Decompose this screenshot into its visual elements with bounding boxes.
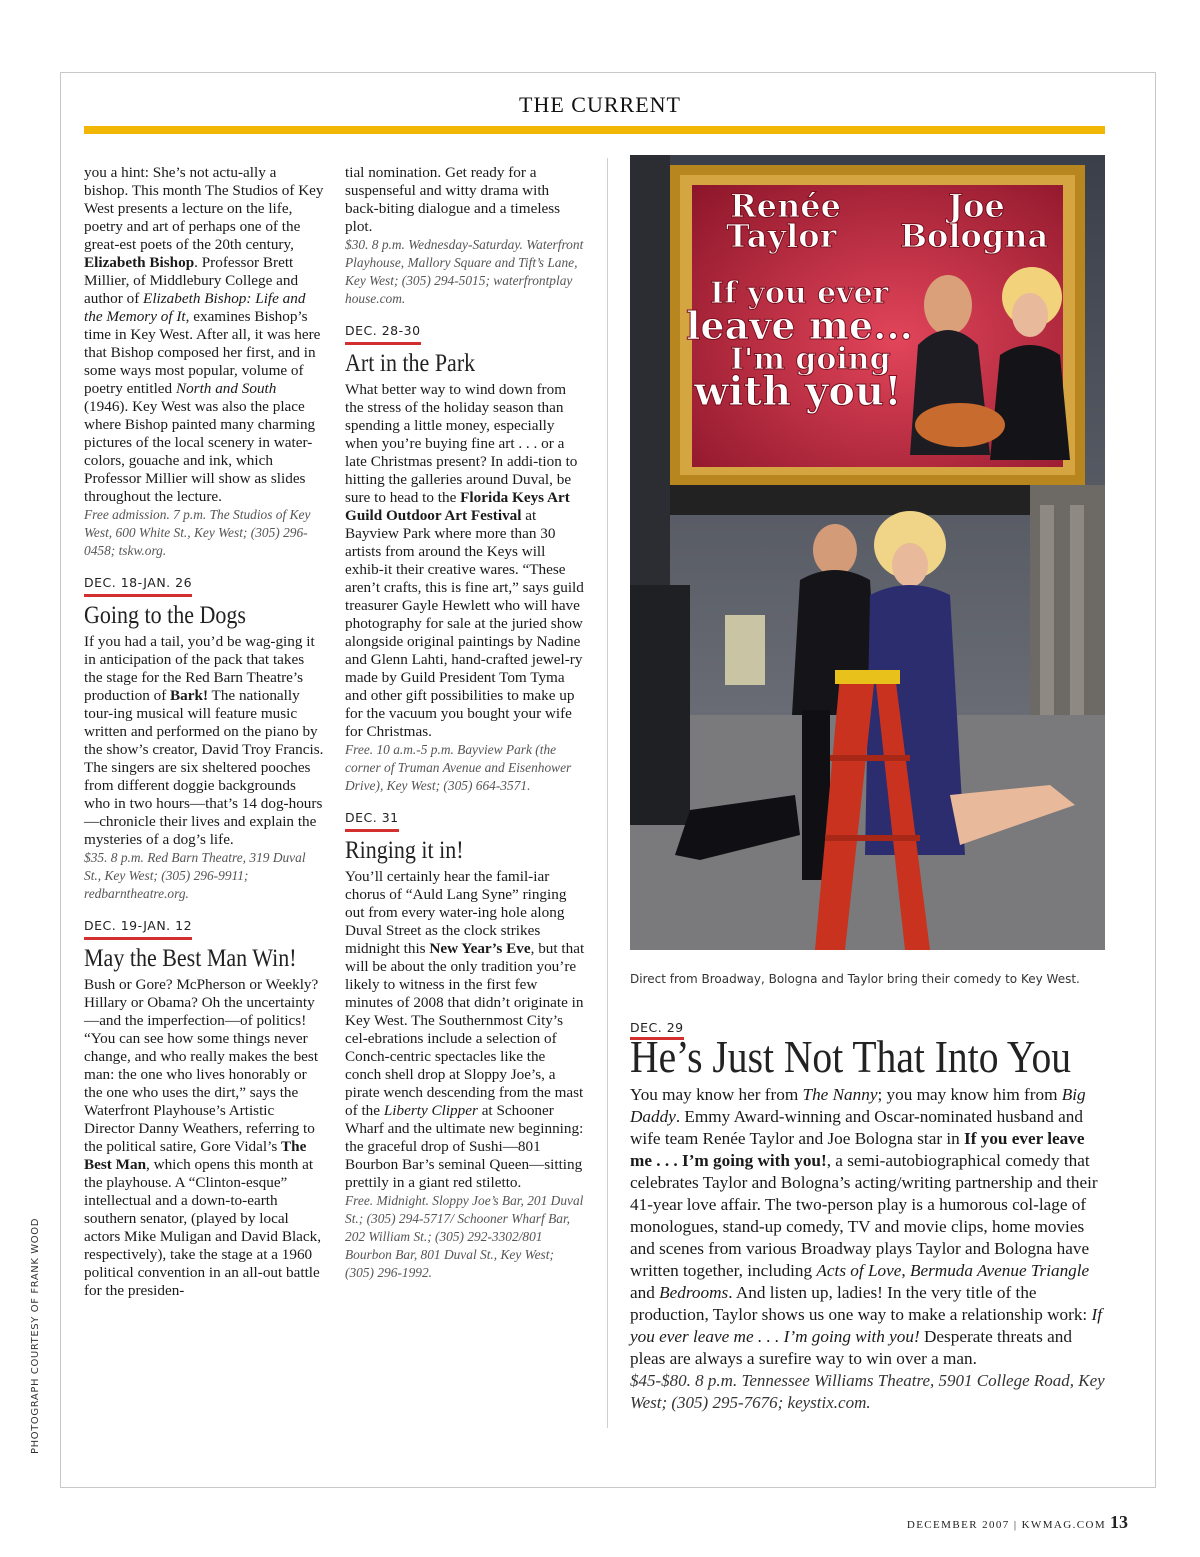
sign-name-2: Taylor xyxy=(726,217,837,255)
event-headline: May the Best Man Win! xyxy=(84,945,297,972)
event-date: DEC. 18-JAN. 26 xyxy=(84,574,192,597)
issue-label: DECEMBER 2007 | KWMAG.COM xyxy=(906,1519,1106,1531)
sign-name-1: Renée xyxy=(730,187,841,225)
feature-body xyxy=(630,1084,1105,1414)
article-paragraph: tial nomination. Get ready for a suspenseful and witty drama with back-biting dialogue and a timeless plot. xyxy=(345,164,561,235)
sign-name-3: Joe xyxy=(948,187,1005,225)
photo-credit: PHOTOGRAPH COURTESY OF FRANK WOOD xyxy=(30,1217,41,1454)
photo-illustration xyxy=(630,155,1105,950)
page-footer xyxy=(907,1512,1128,1533)
event-info: Free. Midnight. Sloppy Joe’s Bar, 201 Duval St.; (305) 294-5717/ Schooner Wharf Bar, 202 William St.; (305) 292-3302/801 Bourbon Bar, 801 Duval St., Key West; (305) 296-1992. xyxy=(345,1193,584,1280)
photo-caption: Direct from Broadway, Bologna and Taylor bring their comedy to Key West. xyxy=(630,972,1080,986)
article-paragraph: You’ll certainly hear the famil-iar chorus of “Auld Lang Syne” ringing out from every water-ing hole along Duval Street as the clock strikes midnight this New Year’s Eve, but that will be about the only tradition you’re likely to witness in the first few minutes of 2008 that didn’t originate in Key West. The Southernmost City’s cel-ebrations include a selection of Conch-centric spectacles like the conch shell drop at Sloppy Joe’s, a pirate wench descending from the mast of the Liberty Clipper at Schooner Wharf and the ultimate new beginning: the graceful drop of Sushi—801 Bourbon Bar’s seminal Queen—sitting prettily in a giant red stiletto. xyxy=(345,868,585,1191)
event-info: $35. 8 p.m. Red Barn Theatre, 319 Duval St., Key West; (305) 296-9911; redbarntheatre.org. xyxy=(84,850,306,901)
article-paragraph: you a hint: She’s not actu-ally a bishop. This month The Studios of Key West presents a lecture on the life, poetry and art of perhaps one of the great-est poets of the 20th century, Elizabeth Bishop. Professor Brett Millier, of Middlebury College and author of Elizabeth Bishop: Life and the Memory of It, examines Bishop’s time in Key West. After all, it was here that Bishop composed her first, and in some ways most popular, volume of poetry entitled North and South (1946). Key West was also the place where Bishop painted many charming pictures of the local scenery in water-colors, gouache and ink, which Professor Millier will show as slides throughout the lecture. xyxy=(84,164,324,505)
event-headline: Ringing it in! xyxy=(345,837,464,864)
sign-title-2: leave me... xyxy=(686,303,913,348)
page-number: 13 xyxy=(1110,1512,1128,1532)
sign-title-4: with you! xyxy=(694,368,902,415)
event-info: $30. 8 p.m. Wednesday-Saturday. Waterfront Playhouse, Mallory Square and Tift’s Lane, Key West; (305) 294-5015; waterfrontplay house.com. xyxy=(345,237,584,306)
event-date: DEC. 28-30 xyxy=(345,322,421,345)
feature-headline: He’s Just Not That Into You xyxy=(630,1031,1072,1082)
column-2 xyxy=(345,164,585,1282)
event-date: DEC. 19-JAN. 12 xyxy=(84,917,192,940)
article-paragraph: Bush or Gore? McPherson or Weekly? Hillary or Obama? Oh the uncertainty—and the imperfection—of politics! “You can see how some things never change, and who really makes the best man: the one who lives honorably or the one who uses the dirt,” says the Waterfront Playhouse’s Artistic Director Danny Weathers, referring to the political satire, Gore Vidal’s The Best Man, which opens this month at the playhouse. A “Clinton-esque” intellectual and a down-to-earth southern senator, (played by local actors Mike Muligan and David Black, respectively), take the stage at a 1960 political convention in an all-out battle for the presiden- xyxy=(84,976,322,1299)
sign-title-3: I'm going xyxy=(730,342,891,377)
event-headline: Art in the Park xyxy=(345,350,476,377)
feature-date: DEC. 29 xyxy=(630,1020,684,1040)
event-info: Free admission. 7 p.m. The Studios of Key West, 600 White St., Key West; (305) 296-0458; tskw.org. xyxy=(84,507,311,558)
article-paragraph: If you had a tail, you’d be wag-ging it in anticipation of the pack that takes the stage for the Red Barn Theatre’s production of Bark! The nationally tour-ing musical will feature music written and performed on the piano by the show’s creator, David Troy Francis. The singers are six sheltered pooches from different doggie backgrounds who in two hours—that’s 14 dog-hours—chronicle their lives and explain the mysteries of a dog’s life. xyxy=(84,633,324,848)
column-1 xyxy=(84,164,324,1300)
article-paragraph: What better way to wind down from the stress of the holiday season than spending a little money, especially when you’re buying fine art . . . or a late Christmas present? In addi-tion to hitting the galleries around Duval, be sure to head to the Florida Keys Art Guild Outdoor Art Festival at Bayview Park where more than 30 artists from around the Keys will exhib-it their creative wares. “These aren’t crafts, this is fine art,” says guild treasurer Gayle Hewlett who will have photography for sale at the juried show alongside original paintings by Nadine and Glenn Lahti, hand-crafted jewel-ry made by Guild President Tom Tyma and other gift possibilities to make up for the vacuum you bought your wife for Christmas. xyxy=(345,381,584,740)
feature-photo xyxy=(630,155,1105,950)
event-date: DEC. 31 xyxy=(345,809,399,832)
feature-info: $45-$80. 8 p.m. Tennessee Williams Theatre, 5901 College Road, Key West; (305) 295-7676; keystix.com. xyxy=(630,1371,1105,1412)
feature-paragraph: You may know her from The Nanny; you may know him from Big Daddy. Emmy Award-winning and Oscar-nominated husband and wife team Renée Taylor and Joe Bologna star in If you ever leave me . . . I’m going with you!, a semi-autobiographical comedy that celebrates Taylor and Bologna’s acting/writing partnership and their 41-year love affair. The two-person play is a humorous col-lage of monologues, stand-up comedy, TV and movie clips, home movies and scenes from various Broadway plays Taylor and Bologna have written together, including Acts of Love, Bermuda Avenue Triangle and Bedrooms. And listen up, ladies! In the very title of the production, Taylor shows us one way to make a relationship work: If you ever leave me . . . I’m going with you! Desperate threats and pleas are always a surefire way to win over a man. xyxy=(630,1085,1103,1368)
section-rule xyxy=(84,126,1105,134)
event-info: Free. 10 a.m.-5 p.m. Bayview Park (the corner of Truman Avenue and Eisenhower Drive), Key West; (305) 664-3571. xyxy=(345,742,572,793)
column-divider xyxy=(607,158,608,1428)
sign-title-1: If you ever xyxy=(710,276,889,311)
sign-name-4: Bologna xyxy=(900,217,1049,255)
section-title: THE CURRENT xyxy=(519,92,681,117)
event-headline: Going to the Dogs xyxy=(84,602,246,629)
